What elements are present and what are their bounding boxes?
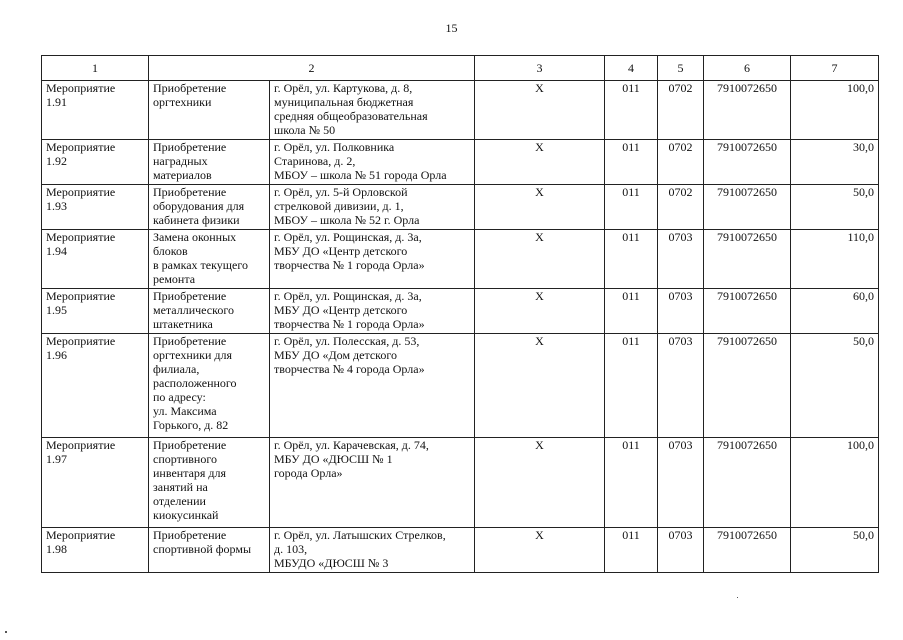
amount-cell: 50,0 [791,334,879,438]
amount-cell: 110,0 [791,230,879,289]
mark-cell: Х [475,528,605,573]
table-row [42,140,879,185]
mark-cell: Х [475,185,605,230]
target-article-cell: 7910072650 [704,334,791,438]
address-cell: г. Орёл, ул. Рощинская, д. 3а, МБУ ДО «Центр детского творчества № 1 города Орла» [270,230,475,289]
mark-cell: Х [475,81,605,140]
code-cell: 011 [605,185,658,230]
code-cell: 011 [605,528,658,573]
amount-cell: 50,0 [791,185,879,230]
amount-cell: 100,0 [791,81,879,140]
description-cell: Приобретение спортивной формы [149,528,270,573]
mark-cell: Х [475,140,605,185]
code-cell: 011 [605,81,658,140]
table-row [42,334,879,438]
code-cell: 011 [605,438,658,528]
section-cell: 0702 [658,81,704,140]
address-cell: г. Орёл, ул. Картукова, д. 8, муниципальная бюджетная средняя общеобразовательная школа № 50 [270,81,475,140]
table-row [42,185,879,230]
description-cell: Приобретение спортивного инвентаря для занятий на отделении киокусинкай [149,438,270,528]
table-row [42,230,879,289]
target-article-cell: 7910072650 [704,528,791,573]
table-row [42,81,879,140]
measure-cell: Мероприятие 1.91 [42,81,149,140]
mark-cell: Х [475,334,605,438]
code-cell: 011 [605,140,658,185]
target-article-cell: 7910072650 [704,140,791,185]
amount-cell: 60,0 [791,289,879,334]
target-article-cell: 7910072650 [704,438,791,528]
address-cell: г. Орёл, ул. Полесская, д. 53, МБУ ДО «Дом детского творчества № 4 города Орла» [270,334,475,438]
address-cell: г. Орёл, ул. Латышских Стрелков, д. 103, МБУДО «ДЮСШ № 3 [270,528,475,573]
code-cell: 011 [605,289,658,334]
code-cell: 011 [605,230,658,289]
amount-cell: 30,0 [791,140,879,185]
measure-cell: Мероприятие 1.92 [42,140,149,185]
target-article-cell: 7910072650 [704,230,791,289]
page-number: 15 [445,21,458,35]
target-article-cell: 7910072650 [704,81,791,140]
budget-table [41,55,879,573]
target-article-cell: 7910072650 [704,185,791,230]
header-cell-4: 4 [605,56,658,81]
measure-cell: Мероприятие 1.95 [42,289,149,334]
scan-artifact [5,631,7,633]
mark-cell: Х [475,438,605,528]
description-cell: Приобретение оргтехники для филиала, расположенного по адресу: ул. Максима Горького, д. 82 [149,334,270,438]
measure-cell: Мероприятие 1.96 [42,334,149,438]
measure-cell: Мероприятие 1.93 [42,185,149,230]
description-cell: Замена оконных блоков в рамках текущего ремонта [149,230,270,289]
measure-cell: Мероприятие 1.94 [42,230,149,289]
mark-cell: Х [475,230,605,289]
description-cell: Приобретение оборудования для кабинета физики [149,185,270,230]
target-article-cell: 7910072650 [704,289,791,334]
measure-cell: Мероприятие 1.98 [42,528,149,573]
amount-cell: 100,0 [791,438,879,528]
table-row [42,438,879,528]
measure-cell: Мероприятие 1.97 [42,438,149,528]
table-row [42,528,879,573]
address-cell: г. Орёл, ул. Полковника Старинова, д. 2, МБОУ – школа № 51 города Орла [270,140,475,185]
amount-cell: 50,0 [791,528,879,573]
table-header-row [42,56,879,81]
header-cell-1: 1 [42,56,149,81]
section-cell: 0703 [658,528,704,573]
section-cell: 0703 [658,438,704,528]
address-cell: г. Орёл, ул. Рощинская, д. 3а, МБУ ДО «Центр детского творчества № 1 города Орла» [270,289,475,334]
header-cell-6: 6 [704,56,791,81]
mark-cell: Х [475,289,605,334]
section-cell: 0703 [658,334,704,438]
description-cell: Приобретение наградных материалов [149,140,270,185]
header-cell-7: 7 [791,56,879,81]
header-cell-2: 2 [149,56,475,81]
section-cell: 0703 [658,230,704,289]
code-cell: 011 [605,334,658,438]
table-row [42,289,879,334]
scan-artifact [737,597,738,598]
section-cell: 0702 [658,185,704,230]
address-cell: г. Орёл, ул. Карачевская, д. 74, МБУ ДО «ДЮСШ № 1 города Орла» [270,438,475,528]
description-cell: Приобретение оргтехники [149,81,270,140]
section-cell: 0703 [658,289,704,334]
header-cell-5: 5 [658,56,704,81]
description-cell: Приобретение металлического штакетника [149,289,270,334]
address-cell: г. Орёл, ул. 5-й Орловской стрелковой дивизии, д. 1, МБОУ – школа № 52 г. Орла [270,185,475,230]
section-cell: 0702 [658,140,704,185]
header-cell-3: 3 [475,56,605,81]
